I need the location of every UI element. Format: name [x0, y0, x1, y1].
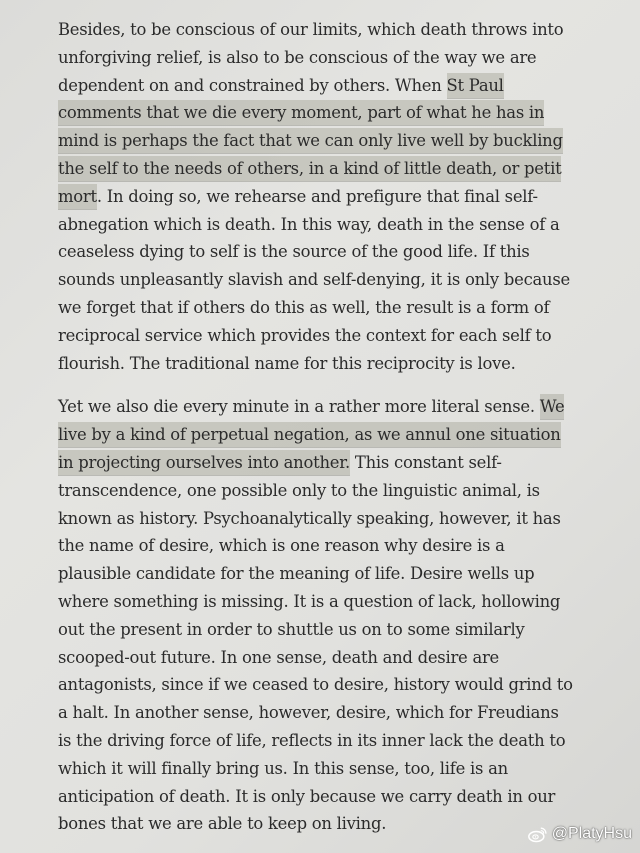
body-text: ceaseless dying to self is the source of the good life. If this	[58, 242, 530, 262]
highlighted-text: St Paul	[447, 73, 504, 98]
text-line	[58, 421, 626, 449]
body-text: plausible candidate for the meaning of life. Desire wells up	[58, 564, 535, 584]
text-line	[58, 671, 626, 699]
text-line	[58, 238, 626, 266]
text-line	[58, 294, 626, 322]
text-line	[58, 16, 626, 44]
text-line	[58, 505, 626, 533]
text-line	[58, 783, 626, 811]
text-line	[58, 755, 626, 783]
text-line	[58, 727, 626, 755]
body-text: which it will finally bring us. In this sense, too, life is an	[58, 758, 508, 778]
text-line	[58, 127, 626, 155]
highlighted-text: mind is perhaps the fact that we can only live well by buckling	[58, 128, 563, 153]
highlighted-text: the self to the needs of others, in a kind of little death, or petit	[58, 156, 561, 181]
paragraph-gap	[58, 377, 626, 393]
text-line	[58, 211, 626, 239]
body-text: a halt. In another sense, however, desire, which for Freudians	[58, 703, 559, 723]
body-text: where something is missing. It is a question of lack, hollowing	[58, 591, 561, 611]
paragraph-2	[58, 393, 626, 838]
highlighted-text: comments that we die every moment, part of what he has in	[58, 100, 544, 125]
text-line	[58, 155, 626, 183]
book-page	[58, 16, 626, 838]
body-text: scooped-out future. In one sense, death and desire are	[58, 647, 500, 667]
body-text: is the driving force of life, reflects in its inner lack the death to	[58, 730, 566, 750]
text-line	[58, 616, 626, 644]
text-line	[58, 699, 626, 727]
body-text: flourish. The traditional name for this reciprocity is love.	[58, 353, 516, 373]
text-line	[58, 183, 626, 211]
text-line	[58, 322, 626, 350]
body-text: dependent on and constrained by others. When	[58, 75, 447, 95]
body-text: Besides, to be conscious of our limits, which death throws into	[58, 20, 564, 39]
body-text: Yet we also die every minute in a rather more literal sense.	[58, 397, 540, 417]
highlighted-text: in projecting ourselves into another.	[58, 450, 350, 475]
text-line	[58, 350, 626, 378]
highlighted-text: mort	[58, 184, 97, 209]
highlighted-text: live by a kind of perpetual negation, as we annul one situation	[58, 422, 561, 447]
watermark-text: @PlatyHsu	[551, 825, 632, 842]
text-line	[58, 266, 626, 294]
text-line	[58, 72, 626, 100]
paragraph-1	[58, 16, 626, 377]
body-text: the name of desire, which is one reason why desire is a	[58, 536, 505, 556]
body-text: known as history. Psychoanalytically speaking, however, it has	[58, 508, 561, 528]
text-line	[58, 477, 626, 505]
text-line	[58, 44, 626, 72]
body-text: anticipation of death. It is only because we carry death in our	[58, 786, 556, 806]
body-text: This constant self-	[349, 452, 502, 472]
body-text: bones that we are able to keep on living.	[58, 814, 387, 834]
watermark	[528, 825, 632, 843]
text-line	[58, 532, 626, 560]
body-text: sounds unpleasantly slavish and self-denying, it is only because	[58, 270, 570, 290]
text-line	[58, 449, 626, 477]
text-line	[58, 560, 626, 588]
text-line	[58, 588, 626, 616]
body-text: unforgiving relief, is also to be conscious of the way we are	[58, 47, 537, 67]
body-text: out the present in order to shuttle us on to some similarly	[58, 619, 525, 639]
body-text: transcendence, one possible only to the linguistic animal, is	[58, 480, 540, 500]
text-line	[58, 99, 626, 127]
text-line	[58, 393, 626, 421]
body-text: . In doing so, we rehearse and prefigure that final self-	[96, 186, 538, 206]
body-text: reciprocal service which provides the context for each self to	[58, 325, 552, 345]
body-text: antagonists, since if we ceased to desire, history would grind to	[58, 675, 573, 695]
body-text: abnegation which is death. In this way, death in the sense of a	[58, 214, 560, 234]
highlighted-text: We	[540, 394, 565, 419]
body-text: we forget that if others do this as well, the result is a form of	[58, 297, 550, 317]
text-line	[58, 644, 626, 672]
weibo-icon	[528, 825, 548, 843]
